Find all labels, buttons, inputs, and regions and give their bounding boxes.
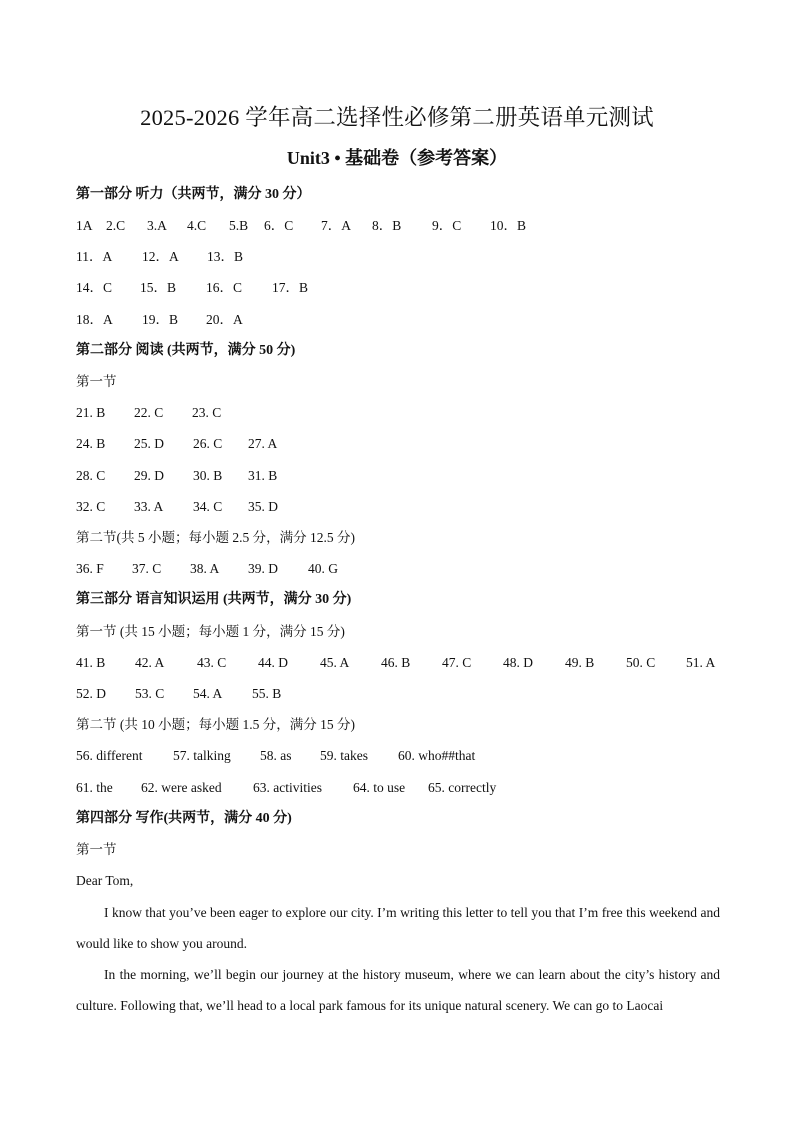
answer-item: 7．A bbox=[321, 218, 351, 233]
answer-item: 53. C bbox=[135, 686, 165, 701]
answer-item: 25. D bbox=[134, 436, 164, 451]
answer-item: 1A bbox=[76, 218, 93, 233]
answer-item: 11．A bbox=[76, 249, 113, 264]
answer-item: 18．A bbox=[76, 312, 113, 327]
part3-section1-label: 第一节 (共 15 小题；每小题 1 分，满分 15 分) bbox=[76, 624, 345, 639]
answer-item: 64. to use bbox=[353, 780, 406, 795]
letter-salutation: Dear Tom, bbox=[76, 873, 134, 888]
answer-item: 5.B bbox=[229, 218, 249, 233]
part3-heading: 第三部分 语言知识运用 (共两节，满分 30 分) bbox=[76, 592, 352, 607]
answer-item: 21. B bbox=[76, 405, 106, 420]
answer-item: 9．C bbox=[432, 218, 462, 233]
part1-answer-row-1 bbox=[76, 216, 716, 236]
answer-item: 22. C bbox=[134, 405, 164, 420]
answer-item: 17．B bbox=[272, 280, 309, 295]
part2-heading: 第二部分 阅读 (共两节，满分 50 分) bbox=[76, 343, 296, 358]
answer-item: 34. C bbox=[193, 499, 223, 514]
answer-item: 40. G bbox=[308, 561, 338, 576]
answer-item: 55. B bbox=[252, 686, 282, 701]
answer-item: 43. C bbox=[197, 655, 227, 670]
answer-item: 58. as bbox=[260, 748, 292, 763]
part3-section2-label: 第二节 (共 10 小题；每小题 1.5 分，满分 15 分) bbox=[76, 717, 355, 732]
answer-item: 26. C bbox=[193, 436, 223, 451]
answer-item: 8．B bbox=[372, 218, 402, 233]
part2-answer-row-2 bbox=[76, 434, 716, 454]
answer-item: 47. C bbox=[442, 655, 472, 670]
answer-item: 32. C bbox=[76, 499, 106, 514]
answer-item: 37. C bbox=[132, 561, 162, 576]
part3-answer-row-2 bbox=[76, 684, 716, 704]
answer-item: 15．B bbox=[140, 280, 177, 295]
answer-item: 38. A bbox=[190, 561, 220, 576]
part1-answer-row-3 bbox=[76, 278, 716, 298]
answer-item: 65. correctly bbox=[428, 780, 497, 795]
answer-item: 44. D bbox=[258, 655, 288, 670]
answer-item: 61. the bbox=[76, 780, 113, 795]
letter-paragraph: In the morning, we’ll begin our journey at the history museum, where we can learn about the city’s history and culture. Following that, we’ll head to a local park famous for its unique natural scenery. We can go to Laocai bbox=[76, 967, 720, 1014]
answer-item: 49. B bbox=[565, 655, 595, 670]
answer-item: 19．B bbox=[142, 312, 179, 327]
answer-item: 42. A bbox=[135, 655, 165, 670]
answer-item: 27. A bbox=[248, 436, 278, 451]
page-subtitle: Unit3 • 基础卷（参考答案） bbox=[286, 148, 508, 168]
part2-answer-row-3 bbox=[76, 466, 716, 486]
answer-item: 13．B bbox=[207, 249, 244, 264]
part2-section2-label: 第二节(共 5 小题；每小题 2.5 分，满分 12.5 分) bbox=[76, 530, 355, 545]
answer-item: 48. D bbox=[503, 655, 533, 670]
part2-answer-row-1 bbox=[76, 403, 716, 423]
page-title: 2025-2026 学年高二选择性必修第二册英语单元测试 bbox=[140, 105, 654, 130]
answer-item: 12．A bbox=[142, 249, 179, 264]
part1-answer-row-4 bbox=[76, 310, 716, 330]
part4-section1-label: 第一节 bbox=[76, 842, 117, 857]
answer-item: 60. who##that bbox=[398, 748, 476, 763]
part3-answer-row-4 bbox=[76, 778, 716, 798]
part2-answer-row-5 bbox=[76, 559, 716, 579]
answer-item: 29. D bbox=[134, 468, 164, 483]
answer-item: 54. A bbox=[193, 686, 223, 701]
answer-item: 36. F bbox=[76, 561, 104, 576]
part2-answer-row-4 bbox=[76, 497, 716, 517]
answer-item: 46. B bbox=[381, 655, 411, 670]
answer-item: 10．B bbox=[490, 218, 527, 233]
answer-item: 20．A bbox=[206, 312, 243, 327]
answer-item: 62. were asked bbox=[141, 780, 222, 795]
answer-item: 30. B bbox=[193, 468, 223, 483]
part4-heading: 第四部分 写作(共两节，满分 40 分) bbox=[76, 811, 292, 826]
answer-item: 14．C bbox=[76, 280, 113, 295]
answer-item: 28. C bbox=[76, 468, 106, 483]
answer-item: 59. takes bbox=[320, 748, 368, 763]
answer-item: 51. A bbox=[686, 655, 716, 670]
answer-item: 41. B bbox=[76, 655, 106, 670]
letter-paragraph: I know that you’ve been eager to explore our city. I’m writing this letter to tell you that I’m free this weekend and would like to show you around. bbox=[76, 905, 720, 952]
answer-item: 56. different bbox=[76, 748, 143, 763]
answer-item: 16．C bbox=[206, 280, 243, 295]
part3-answer-row-1 bbox=[76, 653, 721, 673]
part1-heading: 第一部分 听力（共两节，满分 30 分） bbox=[76, 187, 311, 202]
answer-item: 6．C bbox=[264, 218, 294, 233]
answer-item: 33. A bbox=[134, 499, 164, 514]
answer-item: 2.C bbox=[106, 218, 126, 233]
part1-answer-row-2 bbox=[76, 247, 716, 267]
answer-item: 3.A bbox=[147, 218, 167, 233]
answer-item: 57. talking bbox=[173, 748, 231, 763]
answer-item: 4.C bbox=[187, 218, 207, 233]
part2-section1-label: 第一节 bbox=[76, 374, 117, 389]
answer-item: 50. C bbox=[626, 655, 656, 670]
answer-item: 24. B bbox=[76, 436, 106, 451]
answer-item: 39. D bbox=[248, 561, 278, 576]
answer-item: 52. D bbox=[76, 686, 106, 701]
answer-item: 45. A bbox=[320, 655, 350, 670]
answer-item: 35. D bbox=[248, 499, 278, 514]
part3-answer-row-3 bbox=[76, 746, 716, 766]
answer-item: 23. C bbox=[192, 405, 222, 420]
answer-item: 63. activities bbox=[253, 780, 322, 795]
answer-item: 31. B bbox=[248, 468, 278, 483]
